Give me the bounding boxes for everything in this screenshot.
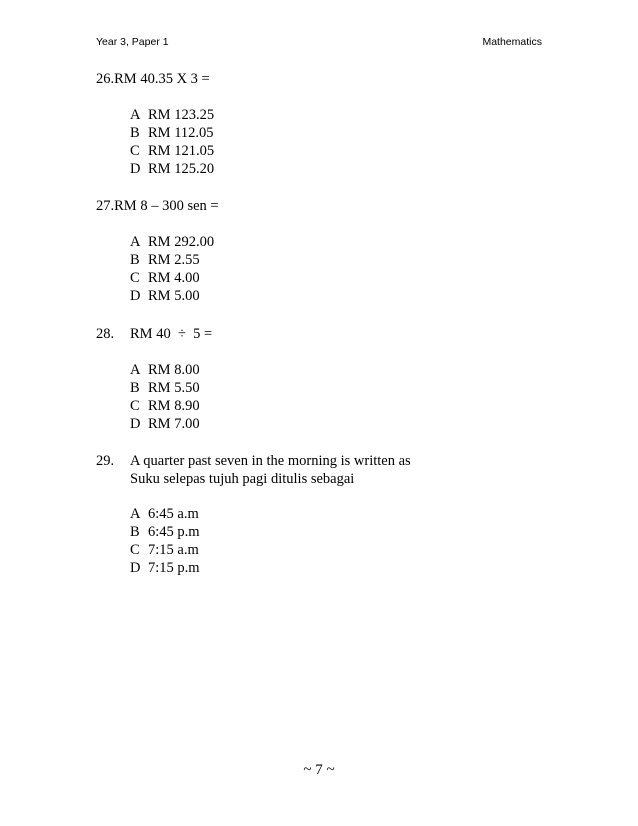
option-text: RM 5.50 [148, 380, 200, 396]
option-letter: D [130, 560, 141, 576]
question-28-option-b [130, 379, 200, 397]
option-letter: D [130, 161, 141, 177]
header-left: Year 3, Paper 1 [96, 36, 169, 48]
question-27-option-d [130, 287, 200, 305]
question-26-option-c [130, 142, 214, 160]
question-28-option-a [130, 361, 200, 379]
question-29-text: A quarter past seven in the morning is written as [130, 453, 411, 469]
option-text: RM 292.00 [148, 234, 215, 250]
option-text: RM 125.20 [148, 161, 215, 177]
question-27: 27.RM 8 – 300 sen = [96, 198, 219, 214]
option-text: RM 5.00 [148, 288, 200, 304]
option-text: RM 8.00 [148, 362, 200, 378]
option-text: RM 123.25 [148, 107, 215, 123]
question-29-option-d [130, 559, 200, 577]
question-29-option-c [130, 541, 199, 559]
option-letter: B [130, 380, 140, 396]
question-28-text: RM 40 ÷ 5 = [130, 326, 213, 342]
question-26-option-d [130, 160, 214, 178]
option-text: 7:15 p.m [148, 560, 200, 576]
option-letter: B [130, 252, 140, 268]
page-number: ~ 7 ~ [303, 762, 335, 778]
question-29-option-a [130, 505, 199, 523]
option-letter: B [130, 125, 140, 141]
option-text: RM 7.00 [148, 416, 200, 432]
option-letter: A [130, 234, 141, 250]
option-text: 7:15 a.m [148, 542, 199, 558]
question-26: 26.RM 40.35 X 3 = [96, 71, 210, 87]
question-28-number: 28. [96, 326, 115, 342]
question-27-option-b [130, 251, 200, 269]
question-29-number: 29. [96, 453, 115, 469]
option-text: RM 121.05 [148, 143, 215, 159]
question-28-option-d [130, 415, 200, 433]
option-text: RM 112.05 [148, 125, 214, 141]
option-letter: C [130, 542, 140, 558]
option-text: 6:45 a.m [148, 506, 199, 522]
question-27-option-c [130, 269, 200, 287]
question-26-option-a [130, 106, 214, 124]
option-letter: D [130, 288, 141, 304]
option-text: 6:45 p.m [148, 524, 200, 540]
question-29-text-malay: Suku selepas tujuh pagi ditulis sebagai [130, 471, 355, 487]
question-29-option-b [130, 523, 200, 541]
header-right: Mathematics [482, 36, 542, 48]
option-letter: D [130, 416, 141, 432]
option-letter: A [130, 362, 141, 378]
option-text: RM 2.55 [148, 252, 200, 268]
question-27-option-a [130, 233, 214, 251]
option-text: RM 4.00 [148, 270, 200, 286]
option-letter: C [130, 143, 140, 159]
option-letter: C [130, 270, 140, 286]
question-28-option-c [130, 397, 200, 415]
option-letter: B [130, 524, 140, 540]
question-26-option-b [130, 124, 214, 142]
option-letter: A [130, 107, 141, 123]
option-text: RM 8.90 [148, 398, 200, 414]
option-letter: C [130, 398, 140, 414]
option-letter: A [130, 506, 141, 522]
